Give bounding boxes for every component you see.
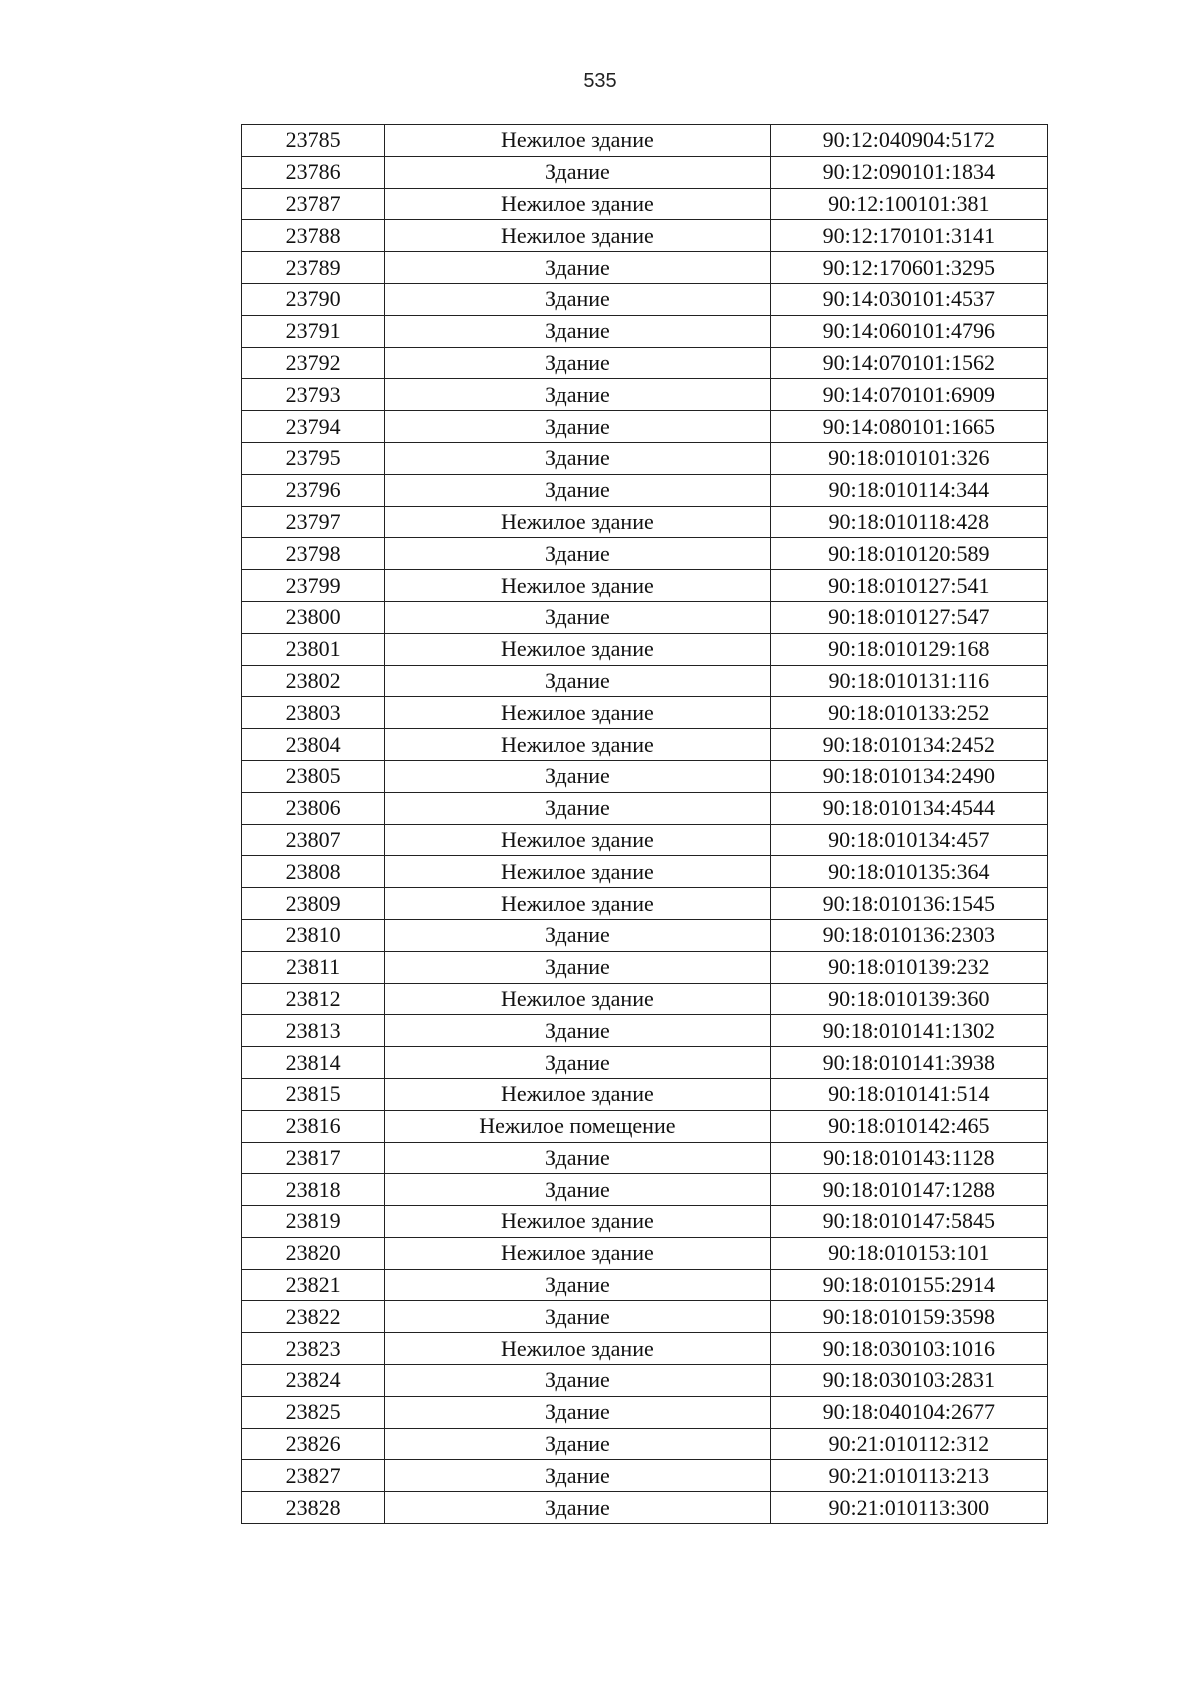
table-row bbox=[242, 1174, 1048, 1206]
table-row bbox=[242, 188, 1048, 220]
cadastral-number-cell: 90:21:010113:213 bbox=[770, 1460, 1047, 1492]
page-number: 535 bbox=[583, 70, 617, 92]
row-number-cell: 23811 bbox=[242, 951, 385, 983]
row-number-cell: 23807 bbox=[242, 824, 385, 856]
cadastral-number-cell: 90:18:010147:1288 bbox=[770, 1174, 1047, 1206]
row-number-cell: 23825 bbox=[242, 1396, 385, 1428]
table-body bbox=[242, 125, 1048, 1524]
row-number-cell: 23795 bbox=[242, 442, 385, 474]
row-number-cell: 23802 bbox=[242, 665, 385, 697]
object-name-cell: Здание bbox=[385, 538, 770, 570]
cadastral-number-cell: 90:21:010112:312 bbox=[770, 1428, 1047, 1460]
table-row bbox=[242, 888, 1048, 920]
row-number-cell: 23791 bbox=[242, 315, 385, 347]
object-name-cell: Здание bbox=[385, 951, 770, 983]
table-row bbox=[242, 125, 1048, 157]
row-number-cell: 23792 bbox=[242, 347, 385, 379]
row-number-cell: 23819 bbox=[242, 1206, 385, 1238]
table-row bbox=[242, 1492, 1048, 1524]
cadastral-number-cell: 90:14:070101:6909 bbox=[770, 379, 1047, 411]
object-name-cell: Нежилое здание bbox=[385, 220, 770, 252]
row-number-cell: 23813 bbox=[242, 1015, 385, 1047]
table-row bbox=[242, 633, 1048, 665]
table-row bbox=[242, 315, 1048, 347]
table-row bbox=[242, 379, 1048, 411]
object-name-cell: Здание bbox=[385, 665, 770, 697]
object-name-cell: Нежилое помещение bbox=[385, 1110, 770, 1142]
object-name-cell: Здание bbox=[385, 1460, 770, 1492]
table-row bbox=[242, 220, 1048, 252]
row-number-cell: 23789 bbox=[242, 252, 385, 284]
object-name-cell: Нежилое здание bbox=[385, 188, 770, 220]
table-row bbox=[242, 474, 1048, 506]
table-row bbox=[242, 156, 1048, 188]
table-row bbox=[242, 1333, 1048, 1365]
cadastral-number-cell: 90:18:010127:547 bbox=[770, 601, 1047, 633]
cadastral-number-cell: 90:18:010139:360 bbox=[770, 983, 1047, 1015]
object-name-cell: Здание bbox=[385, 1365, 770, 1397]
cadastral-number-cell: 90:18:010147:5845 bbox=[770, 1206, 1047, 1238]
row-number-cell: 23826 bbox=[242, 1428, 385, 1460]
cadastral-number-cell: 90:18:030103:1016 bbox=[770, 1333, 1047, 1365]
table-row bbox=[242, 665, 1048, 697]
cadastral-number-cell: 90:12:040904:5172 bbox=[770, 125, 1047, 157]
cadastral-number-cell: 90:18:010134:2452 bbox=[770, 729, 1047, 761]
row-number-cell: 23797 bbox=[242, 506, 385, 538]
cadastral-number-cell: 90:18:010159:3598 bbox=[770, 1301, 1047, 1333]
object-name-cell: Нежилое здание bbox=[385, 633, 770, 665]
row-number-cell: 23828 bbox=[242, 1492, 385, 1524]
row-number-cell: 23787 bbox=[242, 188, 385, 220]
row-number-cell: 23816 bbox=[242, 1110, 385, 1142]
object-name-cell: Здание bbox=[385, 1301, 770, 1333]
table-row bbox=[242, 411, 1048, 443]
object-name-cell: Нежилое здание bbox=[385, 125, 770, 157]
object-name-cell: Здание bbox=[385, 1492, 770, 1524]
row-number-cell: 23827 bbox=[242, 1460, 385, 1492]
cadastral-number-cell: 90:18:010131:116 bbox=[770, 665, 1047, 697]
object-name-cell: Здание bbox=[385, 792, 770, 824]
object-name-cell: Здание bbox=[385, 315, 770, 347]
row-number-cell: 23814 bbox=[242, 1047, 385, 1079]
cadastral-number-cell: 90:18:010134:2490 bbox=[770, 760, 1047, 792]
row-number-cell: 23788 bbox=[242, 220, 385, 252]
row-number-cell: 23823 bbox=[242, 1333, 385, 1365]
row-number-cell: 23812 bbox=[242, 983, 385, 1015]
cadastral-number-cell: 90:18:010114:344 bbox=[770, 474, 1047, 506]
row-number-cell: 23803 bbox=[242, 697, 385, 729]
object-name-cell: Нежилое здание bbox=[385, 697, 770, 729]
row-number-cell: 23793 bbox=[242, 379, 385, 411]
cadastral-number-cell: 90:18:010143:1128 bbox=[770, 1142, 1047, 1174]
row-number-cell: 23809 bbox=[242, 888, 385, 920]
row-number-cell: 23818 bbox=[242, 1174, 385, 1206]
object-name-cell: Здание bbox=[385, 1142, 770, 1174]
cadastral-number-cell: 90:18:010129:168 bbox=[770, 633, 1047, 665]
object-name-cell: Здание bbox=[385, 1428, 770, 1460]
table-row bbox=[242, 919, 1048, 951]
table-row bbox=[242, 347, 1048, 379]
table-row bbox=[242, 442, 1048, 474]
object-name-cell: Здание bbox=[385, 283, 770, 315]
row-number-cell: 23790 bbox=[242, 283, 385, 315]
cadastral-number-cell: 90:14:070101:1562 bbox=[770, 347, 1047, 379]
table-row bbox=[242, 760, 1048, 792]
table-row bbox=[242, 729, 1048, 761]
object-name-cell: Здание bbox=[385, 1269, 770, 1301]
cadastral-number-cell: 90:14:080101:1665 bbox=[770, 411, 1047, 443]
table-row bbox=[242, 1460, 1048, 1492]
row-number-cell: 23800 bbox=[242, 601, 385, 633]
row-number-cell: 23786 bbox=[242, 156, 385, 188]
row-number-cell: 23785 bbox=[242, 125, 385, 157]
table-row bbox=[242, 538, 1048, 570]
row-number-cell: 23820 bbox=[242, 1237, 385, 1269]
object-name-cell: Нежилое здание bbox=[385, 729, 770, 761]
table-row bbox=[242, 252, 1048, 284]
row-number-cell: 23806 bbox=[242, 792, 385, 824]
table-row bbox=[242, 824, 1048, 856]
row-number-cell: 23799 bbox=[242, 570, 385, 602]
object-name-cell: Нежилое здание bbox=[385, 824, 770, 856]
cadastral-number-cell: 90:18:010135:364 bbox=[770, 856, 1047, 888]
cadastral-number-cell: 90:18:010155:2914 bbox=[770, 1269, 1047, 1301]
object-name-cell: Здание bbox=[385, 474, 770, 506]
table-row bbox=[242, 1396, 1048, 1428]
object-name-cell: Нежилое здание bbox=[385, 983, 770, 1015]
table-row bbox=[242, 792, 1048, 824]
row-number-cell: 23804 bbox=[242, 729, 385, 761]
table-row bbox=[242, 983, 1048, 1015]
cadastral-number-cell: 90:12:170601:3295 bbox=[770, 252, 1047, 284]
table-row bbox=[242, 951, 1048, 983]
object-name-cell: Нежилое здание bbox=[385, 1078, 770, 1110]
row-number-cell: 23796 bbox=[242, 474, 385, 506]
registry-table bbox=[241, 124, 1048, 1524]
cadastral-number-cell: 90:12:170101:3141 bbox=[770, 220, 1047, 252]
cadastral-number-cell: 90:18:010141:3938 bbox=[770, 1047, 1047, 1079]
object-name-cell: Здание bbox=[385, 347, 770, 379]
object-name-cell: Здание bbox=[385, 379, 770, 411]
object-name-cell: Здание bbox=[385, 1015, 770, 1047]
object-name-cell: Нежилое здание bbox=[385, 856, 770, 888]
cadastral-number-cell: 90:18:010142:465 bbox=[770, 1110, 1047, 1142]
object-name-cell: Нежилое здание bbox=[385, 888, 770, 920]
cadastral-number-cell: 90:18:010118:428 bbox=[770, 506, 1047, 538]
table-row bbox=[242, 570, 1048, 602]
cadastral-number-cell: 90:12:090101:1834 bbox=[770, 156, 1047, 188]
table-row bbox=[242, 1269, 1048, 1301]
table-row bbox=[242, 283, 1048, 315]
cadastral-number-cell: 90:18:010141:514 bbox=[770, 1078, 1047, 1110]
object-name-cell: Здание bbox=[385, 156, 770, 188]
cadastral-number-cell: 90:18:010141:1302 bbox=[770, 1015, 1047, 1047]
cadastral-number-cell: 90:18:010127:541 bbox=[770, 570, 1047, 602]
row-number-cell: 23794 bbox=[242, 411, 385, 443]
table-row bbox=[242, 1015, 1048, 1047]
table-row bbox=[242, 1047, 1048, 1079]
row-number-cell: 23822 bbox=[242, 1301, 385, 1333]
cadastral-number-cell: 90:14:060101:4796 bbox=[770, 315, 1047, 347]
table-row bbox=[242, 1110, 1048, 1142]
table-row bbox=[242, 1142, 1048, 1174]
table-row bbox=[242, 506, 1048, 538]
row-number-cell: 23810 bbox=[242, 919, 385, 951]
object-name-cell: Здание bbox=[385, 601, 770, 633]
cadastral-number-cell: 90:18:010139:232 bbox=[770, 951, 1047, 983]
object-name-cell: Нежилое здание bbox=[385, 1333, 770, 1365]
object-name-cell: Нежилое здание bbox=[385, 1237, 770, 1269]
row-number-cell: 23817 bbox=[242, 1142, 385, 1174]
object-name-cell: Нежилое здание bbox=[385, 570, 770, 602]
object-name-cell: Нежилое здание bbox=[385, 1206, 770, 1238]
object-name-cell: Здание bbox=[385, 760, 770, 792]
object-name-cell: Здание bbox=[385, 919, 770, 951]
cadastral-number-cell: 90:18:010153:101 bbox=[770, 1237, 1047, 1269]
cadastral-number-cell: 90:18:010134:4544 bbox=[770, 792, 1047, 824]
cadastral-number-cell: 90:18:010136:1545 bbox=[770, 888, 1047, 920]
object-name-cell: Здание bbox=[385, 1047, 770, 1079]
row-number-cell: 23815 bbox=[242, 1078, 385, 1110]
table-row bbox=[242, 856, 1048, 888]
table-row bbox=[242, 1301, 1048, 1333]
row-number-cell: 23821 bbox=[242, 1269, 385, 1301]
cadastral-number-cell: 90:18:030103:2831 bbox=[770, 1365, 1047, 1397]
cadastral-number-cell: 90:12:100101:381 bbox=[770, 188, 1047, 220]
cadastral-number-cell: 90:18:010120:589 bbox=[770, 538, 1047, 570]
cadastral-number-cell: 90:18:010134:457 bbox=[770, 824, 1047, 856]
cadastral-number-cell: 90:21:010113:300 bbox=[770, 1492, 1047, 1524]
cadastral-number-cell: 90:18:040104:2677 bbox=[770, 1396, 1047, 1428]
cadastral-number-cell: 90:18:010136:2303 bbox=[770, 919, 1047, 951]
object-name-cell: Нежилое здание bbox=[385, 506, 770, 538]
row-number-cell: 23805 bbox=[242, 760, 385, 792]
row-number-cell: 23798 bbox=[242, 538, 385, 570]
table-row bbox=[242, 1237, 1048, 1269]
object-name-cell: Здание bbox=[385, 1174, 770, 1206]
cadastral-number-cell: 90:14:030101:4537 bbox=[770, 283, 1047, 315]
row-number-cell: 23801 bbox=[242, 633, 385, 665]
cadastral-number-cell: 90:18:010133:252 bbox=[770, 697, 1047, 729]
table-row bbox=[242, 601, 1048, 633]
object-name-cell: Здание bbox=[385, 442, 770, 474]
row-number-cell: 23824 bbox=[242, 1365, 385, 1397]
cadastral-number-cell: 90:18:010101:326 bbox=[770, 442, 1047, 474]
table-row bbox=[242, 1078, 1048, 1110]
table-row bbox=[242, 1206, 1048, 1238]
object-name-cell: Здание bbox=[385, 411, 770, 443]
object-name-cell: Здание bbox=[385, 1396, 770, 1428]
table-row bbox=[242, 1428, 1048, 1460]
table-row bbox=[242, 1365, 1048, 1397]
row-number-cell: 23808 bbox=[242, 856, 385, 888]
object-name-cell: Здание bbox=[385, 252, 770, 284]
table-row bbox=[242, 697, 1048, 729]
